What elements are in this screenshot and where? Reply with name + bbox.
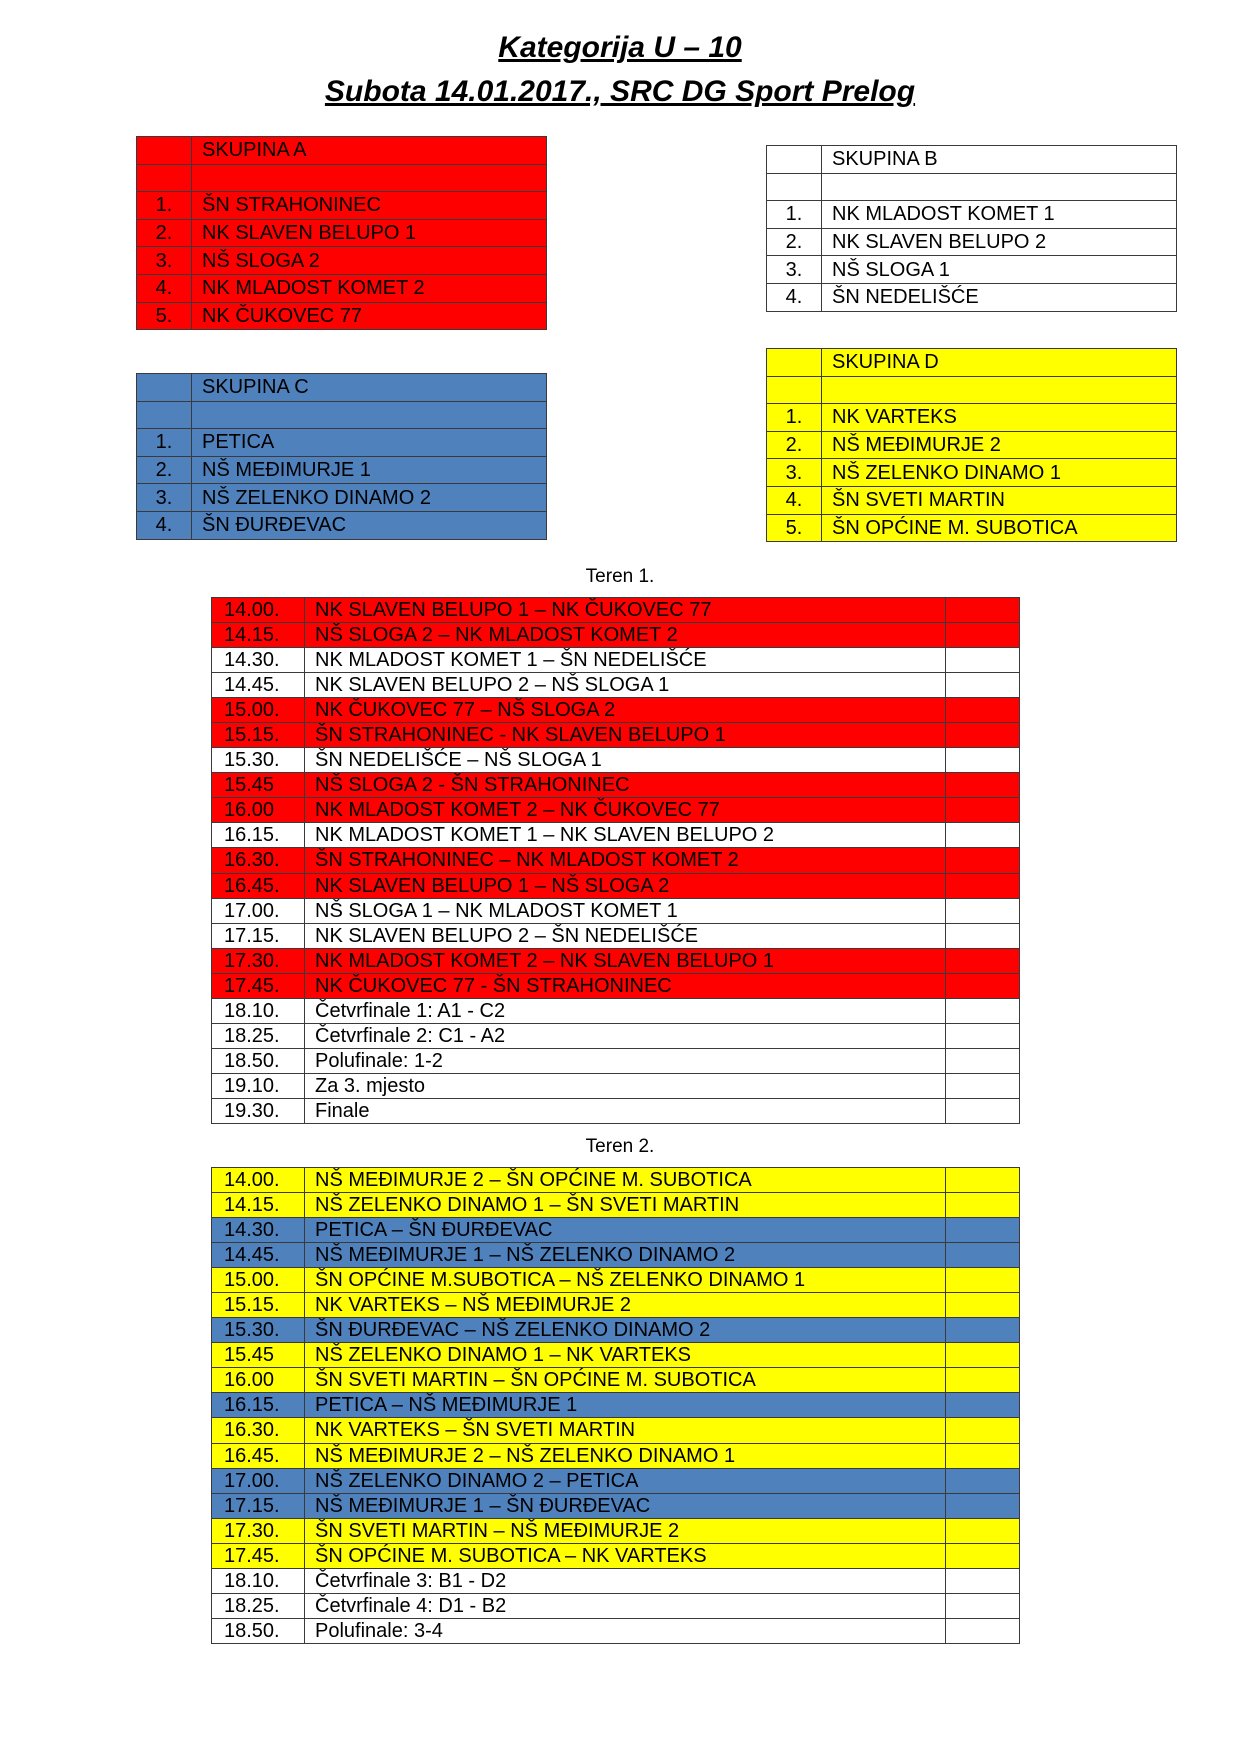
team-position: 2. xyxy=(767,228,822,256)
match-row xyxy=(212,698,1020,723)
match-result-cell xyxy=(946,1098,1020,1123)
match-row xyxy=(212,973,1020,998)
match-teams: ŠN SVETI MARTIN – NŠ MEĐIMURJE 2 xyxy=(305,1518,946,1543)
match-time: 15.15. xyxy=(212,1293,305,1318)
match-time: 17.15. xyxy=(212,923,305,948)
match-time: 14.45. xyxy=(212,1243,305,1268)
match-row xyxy=(212,798,1020,823)
match-result-cell xyxy=(946,823,1020,848)
match-time: 16.15. xyxy=(212,823,305,848)
match-result-cell xyxy=(946,748,1020,773)
match-result-cell xyxy=(946,1168,1020,1193)
team-position: 4. xyxy=(137,274,192,302)
match-teams: NŠ ZELENKO DINAMO 2 – PETICA xyxy=(305,1468,946,1493)
match-time: 17.45. xyxy=(212,973,305,998)
match-result-cell xyxy=(946,1418,1020,1443)
match-row xyxy=(212,1343,1020,1368)
team-name: NŠ SLOGA 2 xyxy=(192,247,547,275)
match-teams: NŠ SLOGA 2 - ŠN STRAHONINEC xyxy=(305,773,946,798)
match-time: 18.50. xyxy=(212,1048,305,1073)
blank-cell xyxy=(822,173,1177,201)
team-position: 2. xyxy=(137,219,192,247)
match-result-cell xyxy=(946,1318,1020,1343)
team-row xyxy=(767,228,1177,256)
match-result-cell xyxy=(946,1468,1020,1493)
match-time: 14.30. xyxy=(212,1218,305,1243)
match-row xyxy=(212,723,1020,748)
match-result-cell xyxy=(946,773,1020,798)
group-blank-row xyxy=(767,376,1177,404)
team-name: NK MLADOST KOMET 1 xyxy=(822,201,1177,229)
match-time: 17.30. xyxy=(212,948,305,973)
match-result-cell xyxy=(946,1218,1020,1243)
match-row xyxy=(212,1293,1020,1318)
match-result-cell xyxy=(946,623,1020,648)
team-name: NŠ ZELENKO DINAMO 2 xyxy=(192,484,547,512)
match-teams: Polufinale: 1-2 xyxy=(305,1048,946,1073)
match-row xyxy=(212,1418,1020,1443)
match-teams: Četvrfinale 1: A1 - C2 xyxy=(305,998,946,1023)
match-teams: NŠ MEĐIMURJE 1 – ŠN ĐURĐEVAC xyxy=(305,1493,946,1518)
match-row xyxy=(212,1268,1020,1293)
match-time: 14.15. xyxy=(212,1193,305,1218)
group-blank-row xyxy=(137,401,547,429)
match-result-cell xyxy=(946,723,1020,748)
team-row xyxy=(137,192,547,220)
match-result-cell xyxy=(946,873,1020,898)
match-teams: NK SLAVEN BELUPO 2 – NŠ SLOGA 1 xyxy=(305,673,946,698)
team-name: NK ČUKOVEC 77 xyxy=(192,302,547,330)
blank-cell xyxy=(767,173,822,201)
match-teams: ŠN STRAHONINEC – NK MLADOST KOMET 2 xyxy=(305,848,946,873)
team-row xyxy=(137,219,547,247)
match-time: 15.45 xyxy=(212,773,305,798)
group-header-row xyxy=(137,374,547,402)
match-result-cell xyxy=(946,1293,1020,1318)
match-time: 17.00. xyxy=(212,898,305,923)
team-name: NK MLADOST KOMET 2 xyxy=(192,274,547,302)
team-name: NŠ ZELENKO DINAMO 1 xyxy=(822,459,1177,487)
match-teams: Četvrfinale 3: B1 - D2 xyxy=(305,1568,946,1593)
match-teams: Četvrfinale 4: D1 - B2 xyxy=(305,1593,946,1618)
match-teams: ŠN OPĆINE M. SUBOTICA – NK VARTEKS xyxy=(305,1543,946,1568)
team-row xyxy=(767,404,1177,432)
match-time: 16.15. xyxy=(212,1393,305,1418)
team-row xyxy=(767,514,1177,542)
group-a-table xyxy=(136,136,547,330)
match-teams: NŠ SLOGA 1 – NK MLADOST KOMET 1 xyxy=(305,898,946,923)
match-row xyxy=(212,923,1020,948)
group-header-blank xyxy=(767,146,822,174)
team-name: NŠ MEĐIMURJE 1 xyxy=(192,456,547,484)
team-name: ŠN OPĆINE M. SUBOTICA xyxy=(822,514,1177,542)
match-row xyxy=(212,773,1020,798)
match-row xyxy=(212,623,1020,648)
match-result-cell xyxy=(946,1023,1020,1048)
match-result-cell xyxy=(946,1073,1020,1098)
group-header-blank xyxy=(137,374,192,402)
team-position: 3. xyxy=(137,247,192,275)
match-result-cell xyxy=(946,898,1020,923)
match-row xyxy=(212,1368,1020,1393)
match-time: 15.00. xyxy=(212,1268,305,1293)
team-name: ŠN ĐURĐEVAC xyxy=(192,511,547,539)
team-position: 1. xyxy=(137,429,192,457)
match-result-cell xyxy=(946,998,1020,1023)
match-time: 15.30. xyxy=(212,748,305,773)
team-row xyxy=(137,247,547,275)
team-position: 3. xyxy=(767,256,822,284)
match-row xyxy=(212,1518,1020,1543)
match-result-cell xyxy=(946,923,1020,948)
match-row xyxy=(212,1318,1020,1343)
match-time: 16.00 xyxy=(212,798,305,823)
match-result-cell xyxy=(946,948,1020,973)
field-1-label: Teren 1. xyxy=(585,566,655,587)
group-header-row xyxy=(767,349,1177,377)
match-teams: NK ČUKOVEC 77 – NŠ SLOGA 2 xyxy=(305,698,946,723)
match-row xyxy=(212,1048,1020,1073)
team-name: ŠN STRAHONINEC xyxy=(192,192,547,220)
match-teams: NK MLADOST KOMET 2 – NK SLAVEN BELUPO 1 xyxy=(305,948,946,973)
team-name: NŠ MEĐIMURJE 2 xyxy=(822,431,1177,459)
team-name: NK VARTEKS xyxy=(822,404,1177,432)
team-row xyxy=(137,511,547,539)
match-time: 16.00 xyxy=(212,1368,305,1393)
match-teams: Za 3. mjesto xyxy=(305,1073,946,1098)
team-position: 5. xyxy=(767,514,822,542)
match-teams: NŠ MEĐIMURJE 2 – ŠN OPĆINE M. SUBOTICA xyxy=(305,1168,946,1193)
match-row xyxy=(212,598,1020,623)
match-result-cell xyxy=(946,1268,1020,1293)
match-result-cell xyxy=(946,1243,1020,1268)
team-position: 1. xyxy=(137,192,192,220)
blank-cell xyxy=(192,401,547,429)
match-row xyxy=(212,1468,1020,1493)
match-time: 15.45 xyxy=(212,1343,305,1368)
team-name: NŠ SLOGA 1 xyxy=(822,256,1177,284)
match-result-cell xyxy=(946,1518,1020,1543)
blank-cell xyxy=(192,164,547,192)
match-row xyxy=(212,1393,1020,1418)
match-teams: ŠN STRAHONINEC - NK SLAVEN BELUPO 1 xyxy=(305,723,946,748)
group-header-row xyxy=(137,137,547,165)
group-blank-row xyxy=(767,173,1177,201)
match-row xyxy=(212,1543,1020,1568)
match-result-cell xyxy=(946,648,1020,673)
match-result-cell xyxy=(946,848,1020,873)
match-teams: ŠN ĐURĐEVAC – NŠ ZELENKO DINAMO 2 xyxy=(305,1318,946,1343)
match-teams: NŠ ZELENKO DINAMO 1 – NK VARTEKS xyxy=(305,1343,946,1368)
match-teams: NK SLAVEN BELUPO 1 – NŠ SLOGA 2 xyxy=(305,873,946,898)
team-row xyxy=(767,283,1177,311)
match-time: 18.25. xyxy=(212,1023,305,1048)
group-name: SKUPINA A xyxy=(192,137,547,165)
blank-cell xyxy=(137,164,192,192)
match-row xyxy=(212,1243,1020,1268)
match-result-cell xyxy=(946,1568,1020,1593)
match-row xyxy=(212,998,1020,1023)
match-result-cell xyxy=(946,1393,1020,1418)
page-title: Kategorija U – 10 xyxy=(498,31,742,64)
match-teams: PETICA – NŠ MEĐIMURJE 1 xyxy=(305,1393,946,1418)
match-result-cell xyxy=(946,598,1020,623)
match-time: 14.00. xyxy=(212,1168,305,1193)
team-position: 3. xyxy=(137,484,192,512)
match-teams: NŠ MEĐIMURJE 2 – NŠ ZELENKO DINAMO 1 xyxy=(305,1443,946,1468)
match-teams: ŠN SVETI MARTIN – ŠN OPĆINE M. SUBOTICA xyxy=(305,1368,946,1393)
field-2-schedule xyxy=(211,1167,1020,1644)
team-row xyxy=(137,302,547,330)
match-teams: Četvrfinale 2: C1 - A2 xyxy=(305,1023,946,1048)
match-result-cell xyxy=(946,1443,1020,1468)
match-time: 16.30. xyxy=(212,1418,305,1443)
match-result-cell xyxy=(946,798,1020,823)
match-teams: NK MLADOST KOMET 1 – NK SLAVEN BELUPO 2 xyxy=(305,823,946,848)
match-time: 18.25. xyxy=(212,1593,305,1618)
match-result-cell xyxy=(946,1618,1020,1643)
match-row xyxy=(212,1218,1020,1243)
team-position: 2. xyxy=(767,431,822,459)
match-teams: NŠ ZELENKO DINAMO 1 – ŠN SVETI MARTIN xyxy=(305,1193,946,1218)
match-row xyxy=(212,1098,1020,1123)
match-time: 18.50. xyxy=(212,1618,305,1643)
match-teams: NK SLAVEN BELUPO 2 – ŠN NEDELIŠĆE xyxy=(305,923,946,948)
match-row xyxy=(212,823,1020,848)
match-time: 15.30. xyxy=(212,1318,305,1343)
match-teams: NK VARTEKS – NŠ MEĐIMURJE 2 xyxy=(305,1293,946,1318)
match-time: 16.45. xyxy=(212,1443,305,1468)
match-time: 16.45. xyxy=(212,873,305,898)
match-row xyxy=(212,748,1020,773)
group-name: SKUPINA D xyxy=(822,349,1177,377)
match-result-cell xyxy=(946,1543,1020,1568)
match-time: 17.00. xyxy=(212,1468,305,1493)
team-row xyxy=(137,456,547,484)
match-row xyxy=(212,1073,1020,1098)
blank-cell xyxy=(767,376,822,404)
team-name: PETICA xyxy=(192,429,547,457)
match-teams: NŠ SLOGA 2 – NK MLADOST KOMET 2 xyxy=(305,623,946,648)
match-teams: ŠN OPĆINE M.SUBOTICA – NŠ ZELENKO DINAMO 1 xyxy=(305,1268,946,1293)
group-name: SKUPINA C xyxy=(192,374,547,402)
match-result-cell xyxy=(946,1048,1020,1073)
team-position: 2. xyxy=(137,456,192,484)
match-row xyxy=(212,1568,1020,1593)
match-row xyxy=(212,648,1020,673)
match-result-cell xyxy=(946,1368,1020,1393)
match-row xyxy=(212,1493,1020,1518)
group-d-table xyxy=(766,348,1177,542)
field-2-label: Teren 2. xyxy=(585,1136,655,1157)
match-row xyxy=(212,1593,1020,1618)
match-row xyxy=(212,673,1020,698)
team-position: 1. xyxy=(767,404,822,432)
match-result-cell xyxy=(946,698,1020,723)
match-result-cell xyxy=(946,1593,1020,1618)
team-row xyxy=(137,429,547,457)
group-c-table xyxy=(136,373,547,540)
match-time: 19.10. xyxy=(212,1073,305,1098)
blank-cell xyxy=(137,401,192,429)
match-result-cell xyxy=(946,973,1020,998)
group-name: SKUPINA B xyxy=(822,146,1177,174)
match-time: 15.00. xyxy=(212,698,305,723)
match-row xyxy=(212,1618,1020,1643)
match-row xyxy=(212,898,1020,923)
match-teams: Polufinale: 3-4 xyxy=(305,1618,946,1643)
match-result-cell xyxy=(946,1343,1020,1368)
team-row xyxy=(767,201,1177,229)
match-teams: Finale xyxy=(305,1098,946,1123)
group-header-blank xyxy=(767,349,822,377)
team-row xyxy=(767,459,1177,487)
match-time: 17.45. xyxy=(212,1543,305,1568)
match-row xyxy=(212,1443,1020,1468)
team-name: ŠN NEDELIŠĆE xyxy=(822,283,1177,311)
team-position: 4. xyxy=(767,283,822,311)
group-header-row xyxy=(767,146,1177,174)
team-row xyxy=(767,486,1177,514)
team-row xyxy=(767,431,1177,459)
match-teams: ŠN NEDELIŠĆE – NŠ SLOGA 1 xyxy=(305,748,946,773)
blank-cell xyxy=(822,376,1177,404)
match-time: 18.10. xyxy=(212,998,305,1023)
match-time: 16.30. xyxy=(212,848,305,873)
team-position: 3. xyxy=(767,459,822,487)
match-result-cell xyxy=(946,1193,1020,1218)
match-teams: NK MLADOST KOMET 1 – ŠN NEDELIŠĆE xyxy=(305,648,946,673)
match-teams: NK SLAVEN BELUPO 1 – NK ČUKOVEC 77 xyxy=(305,598,946,623)
match-row xyxy=(212,1168,1020,1193)
team-position: 1. xyxy=(767,201,822,229)
group-b-table xyxy=(766,145,1177,312)
team-row xyxy=(137,484,547,512)
match-teams: NK ČUKOVEC 77 - ŠN STRAHONINEC xyxy=(305,973,946,998)
match-time: 14.00. xyxy=(212,598,305,623)
match-teams: PETICA – ŠN ĐURĐEVAC xyxy=(305,1218,946,1243)
match-time: 17.15. xyxy=(212,1493,305,1518)
match-time: 19.30. xyxy=(212,1098,305,1123)
match-time: 15.15. xyxy=(212,723,305,748)
team-position: 4. xyxy=(137,511,192,539)
match-result-cell xyxy=(946,1493,1020,1518)
match-time: 17.30. xyxy=(212,1518,305,1543)
team-name: NK SLAVEN BELUPO 1 xyxy=(192,219,547,247)
match-teams: NŠ MEĐIMURJE 1 – NŠ ZELENKO DINAMO 2 xyxy=(305,1243,946,1268)
team-position: 5. xyxy=(137,302,192,330)
match-row xyxy=(212,1193,1020,1218)
match-row xyxy=(212,848,1020,873)
team-row xyxy=(767,256,1177,284)
match-time: 18.10. xyxy=(212,1568,305,1593)
match-teams: NK VARTEKS – ŠN SVETI MARTIN xyxy=(305,1418,946,1443)
match-row xyxy=(212,873,1020,898)
page-subtitle: Subota 14.01.2017., SRC DG Sport Prelog xyxy=(324,75,916,108)
match-teams: NK MLADOST KOMET 2 – NK ČUKOVEC 77 xyxy=(305,798,946,823)
team-position: 4. xyxy=(767,486,822,514)
match-time: 14.45. xyxy=(212,673,305,698)
match-result-cell xyxy=(946,673,1020,698)
team-name: ŠN SVETI MARTIN xyxy=(822,486,1177,514)
group-header-blank xyxy=(137,137,192,165)
match-row xyxy=(212,948,1020,973)
match-time: 14.30. xyxy=(212,648,305,673)
team-name: NK SLAVEN BELUPO 2 xyxy=(822,228,1177,256)
group-blank-row xyxy=(137,164,547,192)
field-1-schedule xyxy=(211,597,1020,1124)
match-row xyxy=(212,1023,1020,1048)
match-time: 14.15. xyxy=(212,623,305,648)
team-row xyxy=(137,274,547,302)
